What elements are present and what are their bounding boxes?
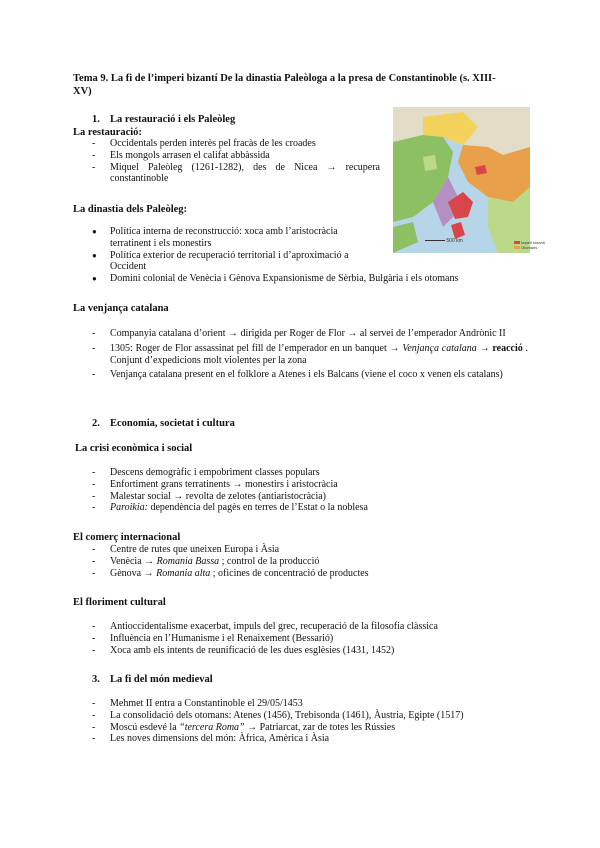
list-item: - Antioccidentalisme exacerbat, impuls del grec, recuperació de la filosofia clàssica — [92, 621, 438, 632]
section-1-heading — [92, 113, 235, 126]
list-item: ● Domini colonial de Venècia i Gènova Expansionisme de Sèrbia, Bulgària i els otomans — [92, 273, 459, 285]
list-item: - Venjança catalana present en el folklore a Atenes i els Balcans (viene el coco x venen els catalans) — [92, 369, 503, 381]
list-item: - Els mongols arrasen el califat abbàssida — [92, 149, 270, 161]
byzantine-map-image — [393, 107, 530, 253]
list-item: - Les noves dimensions del món: Àfrica, Amèrica i Àsia — [92, 733, 330, 745]
crisi-list — [92, 467, 532, 514]
section-number: 1. — [92, 114, 100, 125]
section-title: Economia, societat i cultura — [110, 418, 235, 429]
legend-entry: Otomans — [514, 245, 545, 250]
section-2-heading — [92, 417, 235, 430]
list-item: ● Política exterior de recuperació territorial i d’aproximació a Occident — [92, 249, 349, 273]
list-item: - Malestar social → revolta de zelotes (antiaristocràcia) — [92, 490, 327, 502]
floriment-heading: El floriment cultural — [73, 597, 166, 608]
list-item: - Venècia → Romania Bassa ; control de la producció — [92, 555, 320, 567]
map-scale — [425, 238, 463, 244]
list-item: - Centre de rutes que uneixen Europa i Àsia — [92, 544, 280, 555]
list-item: - Gènova → Romania alta ; oficines de concentració de productes — [92, 567, 369, 579]
list-item: - Influència en l’Humanisme i el Renaixement (Bessarió) — [92, 632, 334, 644]
map-legend — [514, 240, 545, 250]
list-item: - Paroikia: dependència del pagès en terres de l’Estat o la noblesa — [92, 502, 368, 514]
list-item: - Descens demogràfic i empobriment classes populars — [92, 467, 320, 478]
map-graphic — [393, 107, 530, 253]
list-item: - 1305: Roger de Flor assassinat pel fill de l’emperador en un banquet → Venjança catalana → reacció . Conjunt d’expedicions molt violentes per la zona — [92, 342, 529, 366]
venjanca-heading: La venjança catalana — [73, 303, 169, 314]
list-item: ● Política interna de reconstrucció: xoca amb l’aristocràcia terratinent i els monestirs — [92, 226, 338, 249]
section-number: 3. — [92, 674, 100, 685]
list-item: - Miquel Paleòleg (1261-1282), des de Nicea → recupera constantinoble — [92, 161, 380, 185]
list-item: - Companyia catalana d’orient → dirigida per Roger de Flor → al servei de l’emperador Andrònic II — [92, 328, 506, 339]
map-scale-label: 500 km — [446, 238, 463, 244]
section-title: La fi del món medieval — [110, 674, 213, 685]
list-item: - La consolidació dels otomans: Atenes (1456), Trebisonda (1461), Àustria, Egipte (1517) — [92, 709, 464, 721]
legend-entry: Imperi bizantí — [514, 240, 545, 245]
list-item: - Enfortiment grans terratinents → monestirs i aristocràcia — [92, 478, 338, 490]
document-title: Tema 9. La fi de l’imperi bizantí De la dinastia Paleòloga a la presa de Constantinoble (s. XIII-XV) — [73, 73, 496, 97]
venjanca-list — [92, 328, 528, 381]
list-item: - Moscú esdevé la “tercera Roma” → Patriarcat, zar de totes les Rússies — [92, 721, 396, 733]
comerc-list — [92, 544, 532, 579]
list-item: - Occidentals perden interès pel fracàs de les croades — [92, 138, 316, 149]
restauracio-list — [92, 138, 380, 185]
comerc-heading: El comerç internacional — [73, 532, 181, 543]
section-number: 2. — [92, 418, 100, 429]
section-title: La restauració i els Paleòleg — [110, 114, 236, 125]
list-item: - Xoca amb els intents de reunificació de les dues esglèsies (1431, 1452) — [92, 644, 395, 656]
floriment-list — [92, 621, 532, 656]
section-3-heading — [92, 673, 213, 686]
list-item: - Mehmet II entra a Constantinoble el 29/05/1453 — [92, 698, 303, 709]
restauracio-heading: La restauració: — [73, 127, 142, 138]
crisi-heading: La crisi econòmica i social — [75, 443, 193, 454]
dinastia-heading: La dinastia dels Paleòleg: — [73, 204, 188, 215]
fi-medieval-list — [92, 698, 532, 745]
